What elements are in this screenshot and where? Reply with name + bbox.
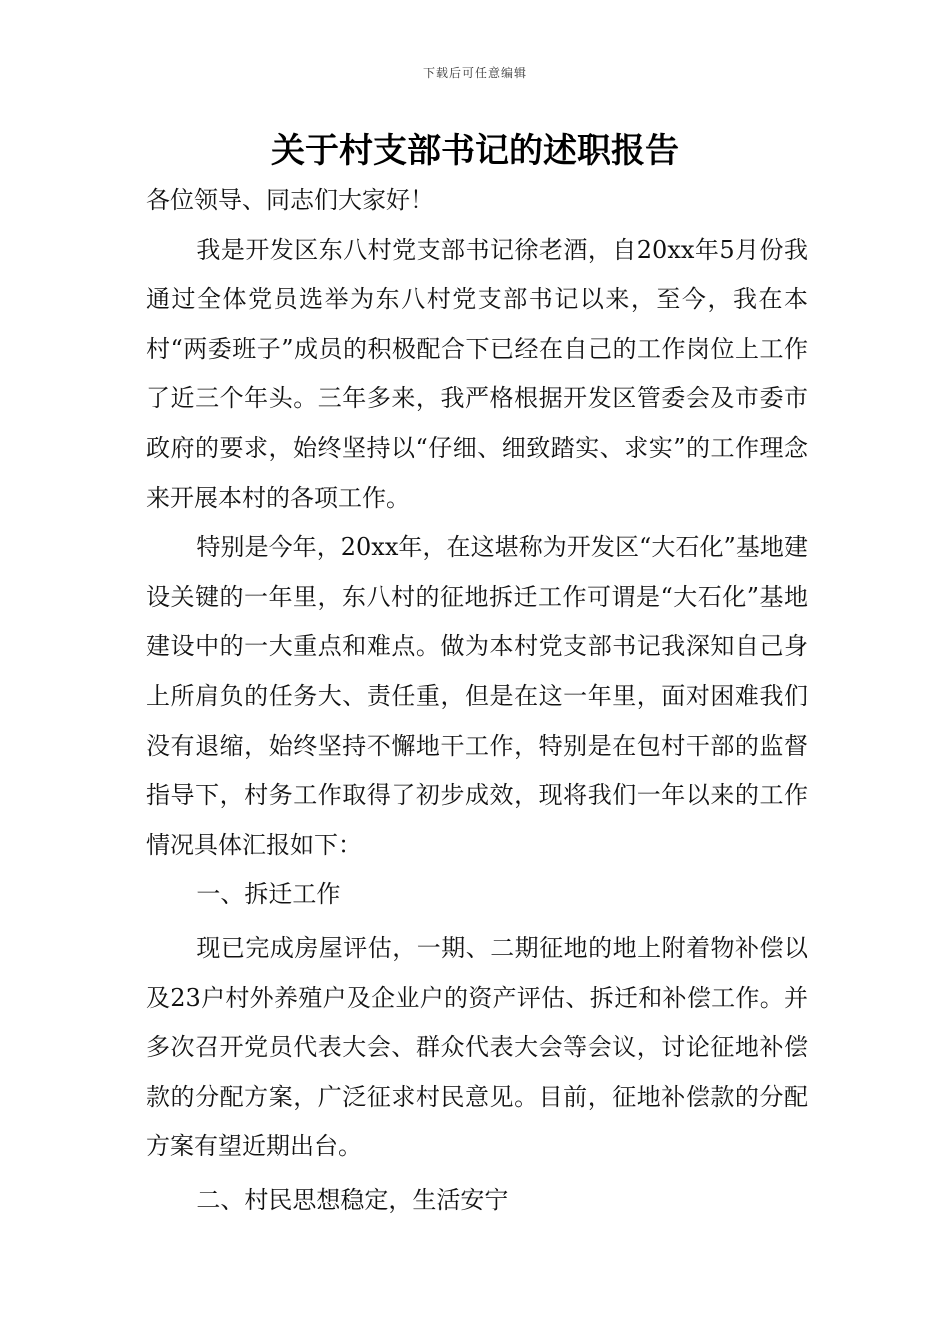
document-title: 关于村支部书记的述职报告 <box>271 131 679 171</box>
paragraph-this-year: 特别是今年，20xx年，在这堪称为开发区“大石化”基地建设关键的一年里，东八村的征地拆迁工作可谓是“大石化”基地建设中的一大重点和难点。做为本村党支部书记我深知自己身上所肩负的任务大、责任重，但是在这一年里，面对困难我们没有退缩，始终坚持不懈地干工作，特别是在包村干部的监督指导下，村务工作取得了初步成效，现将我们一年以来的工作情况具体汇报如下： <box>146 533 808 859</box>
greeting-line: 各位领导、同志们大家好！ <box>146 186 434 214</box>
header-note: 下载后可任意编辑 <box>422 66 527 80</box>
paragraph-demolition: 现已完成房屋评估，一期、二期征地的地上附着物补偿以及23户村外养殖户及企业户的资产评估、拆迁和补偿工作。并多次召开党员代表大会、群众代表大会等会议，讨论征地补偿款的分配方案，广泛征求村民意见。目前，征地补偿款的分配方案有望近期出台。 <box>146 933 808 1161</box>
document-body <box>146 176 808 1225</box>
paragraph-intro: 我是开发区东八村党支部书记徐老酒，自20xx年5月份我通过全体党员选举为东八村党支部书记以来，至今，我在本村“两委班子”成员的积极配合下已经在自己的工作岗位上工作了近三个年头。三年多来，我严格根据开发区管委会及市委市政府的要求，始终坚持以“仔细、细致踏实、求实”的工作理念来开展本村的各项工作。 <box>146 235 808 512</box>
section-heading-demolition: 一、拆迁工作 <box>196 880 341 909</box>
section-heading-villagers: 二、村民思想稳定，生活安宁 <box>196 1185 509 1214</box>
